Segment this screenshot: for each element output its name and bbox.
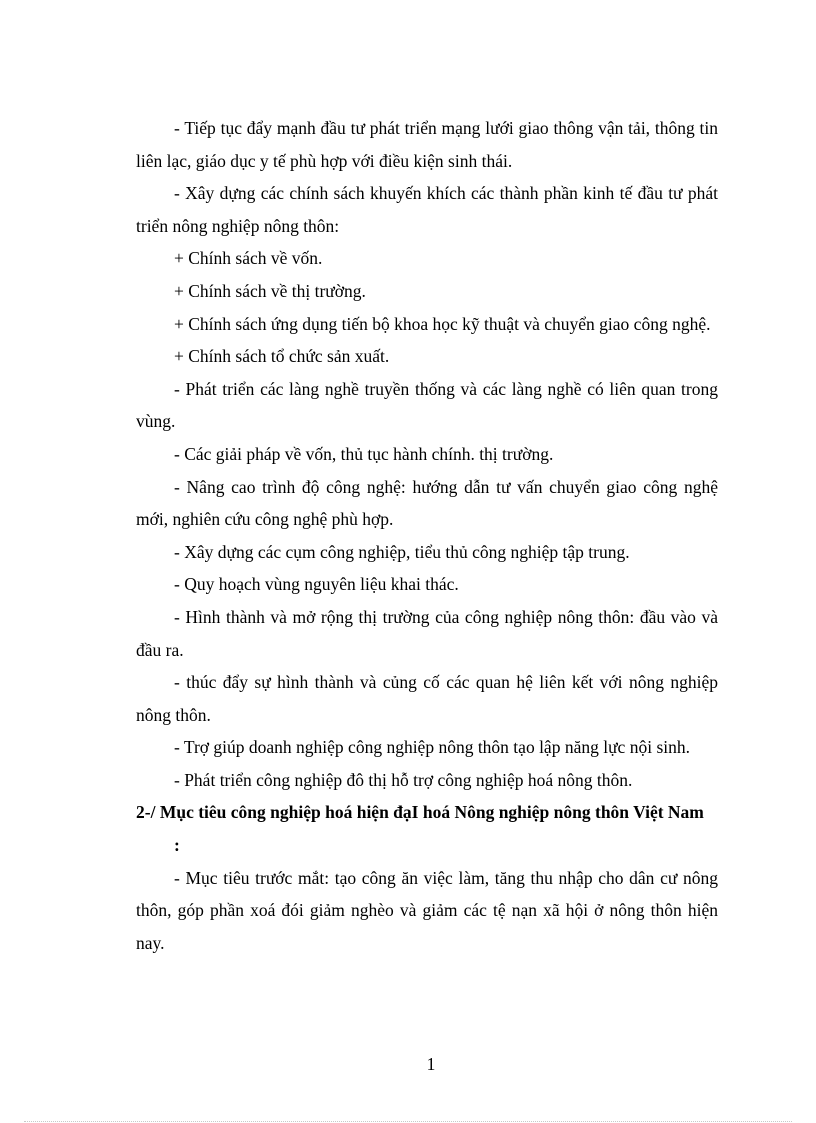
paragraph-incentive-policies: - Xây dựng các chính sách khuyến khích các thành phần kinh tế đầu tư phát triển nông nghiệp nông thôn: bbox=[136, 183, 718, 236]
paragraph-infrastructure: - Tiếp tục đẩy mạnh đầu tư phát triển mạng lưới giao thông vận tải, thông tin liên lạc, giáo dục y tế phù hợp với điều kiện sinh thái. bbox=[136, 118, 718, 171]
paragraph-enterprise-support: - Trợ giúp doanh nghiệp công nghiệp nông thôn tạo lập năng lực nội sinh. bbox=[174, 737, 690, 758]
paragraph-material-zones: - Quy hoạch vùng nguyên liệu khai thác. bbox=[174, 574, 459, 595]
policy-item-market: + Chính sách về thị trường. bbox=[174, 280, 366, 301]
paragraph-urban-industry: - Phát triển công nghiệp đô thị hỗ trợ công nghiệp hoá nông thôn. bbox=[174, 769, 633, 790]
paragraph-capital-solutions: - Các giải pháp về vốn, thủ tục hành chính. thị trường. bbox=[174, 443, 554, 464]
paragraph-technology-level: - Nâng cao trình độ công nghệ: hướng dẫn tư vấn chuyển giao công nghệ mới, nghiên cứu công nghệ phù hợp. bbox=[136, 476, 718, 530]
page-number: 1 bbox=[426, 1054, 436, 1074]
paragraph-short-term-goal: - Mục tiêu trước mắt: tạo công ăn việc làm, tăng thu nhập cho dân cư nông thôn, góp phần xoá đói giảm nghèo và giảm các tệ nạn xã hội ở nông thôn hiện nay. bbox=[136, 867, 718, 953]
section-heading bbox=[136, 796, 718, 861]
policy-item-production: + Chính sách tổ chức sản xuất. bbox=[174, 346, 390, 367]
paragraph-linkages: - thúc đẩy sự hình thành và củng cố các quan hệ liên kết với nông nghiệp nông thôn. bbox=[136, 672, 718, 725]
section-heading-colon: : bbox=[174, 835, 180, 856]
paragraph-market-expansion: - Hình thành và mở rộng thị trường của công nghiệp nông thôn: đầu vào và đầu ra. bbox=[136, 606, 718, 660]
page-bottom-divider bbox=[24, 1121, 792, 1122]
section-heading-text: 2-/ Mục tiêu công nghiệp hoá hiện đạI hoá Nông nghiệp nông thôn Việt Nam bbox=[136, 802, 704, 823]
policy-item-capital: + Chính sách về vốn. bbox=[174, 248, 323, 269]
paragraph-industrial-clusters: - Xây dựng các cụm công nghiệp, tiểu thủ công nghiệp tập trung. bbox=[174, 541, 630, 562]
document-body bbox=[136, 112, 718, 959]
policy-item-technology: + Chính sách ứng dụng tiến bộ khoa học kỹ thuật và chuyển giao công nghệ. bbox=[174, 313, 711, 334]
paragraph-craft-villages: - Phát triển các làng nghề truyền thống và các làng nghề có liên quan trong vùng. bbox=[136, 378, 718, 432]
